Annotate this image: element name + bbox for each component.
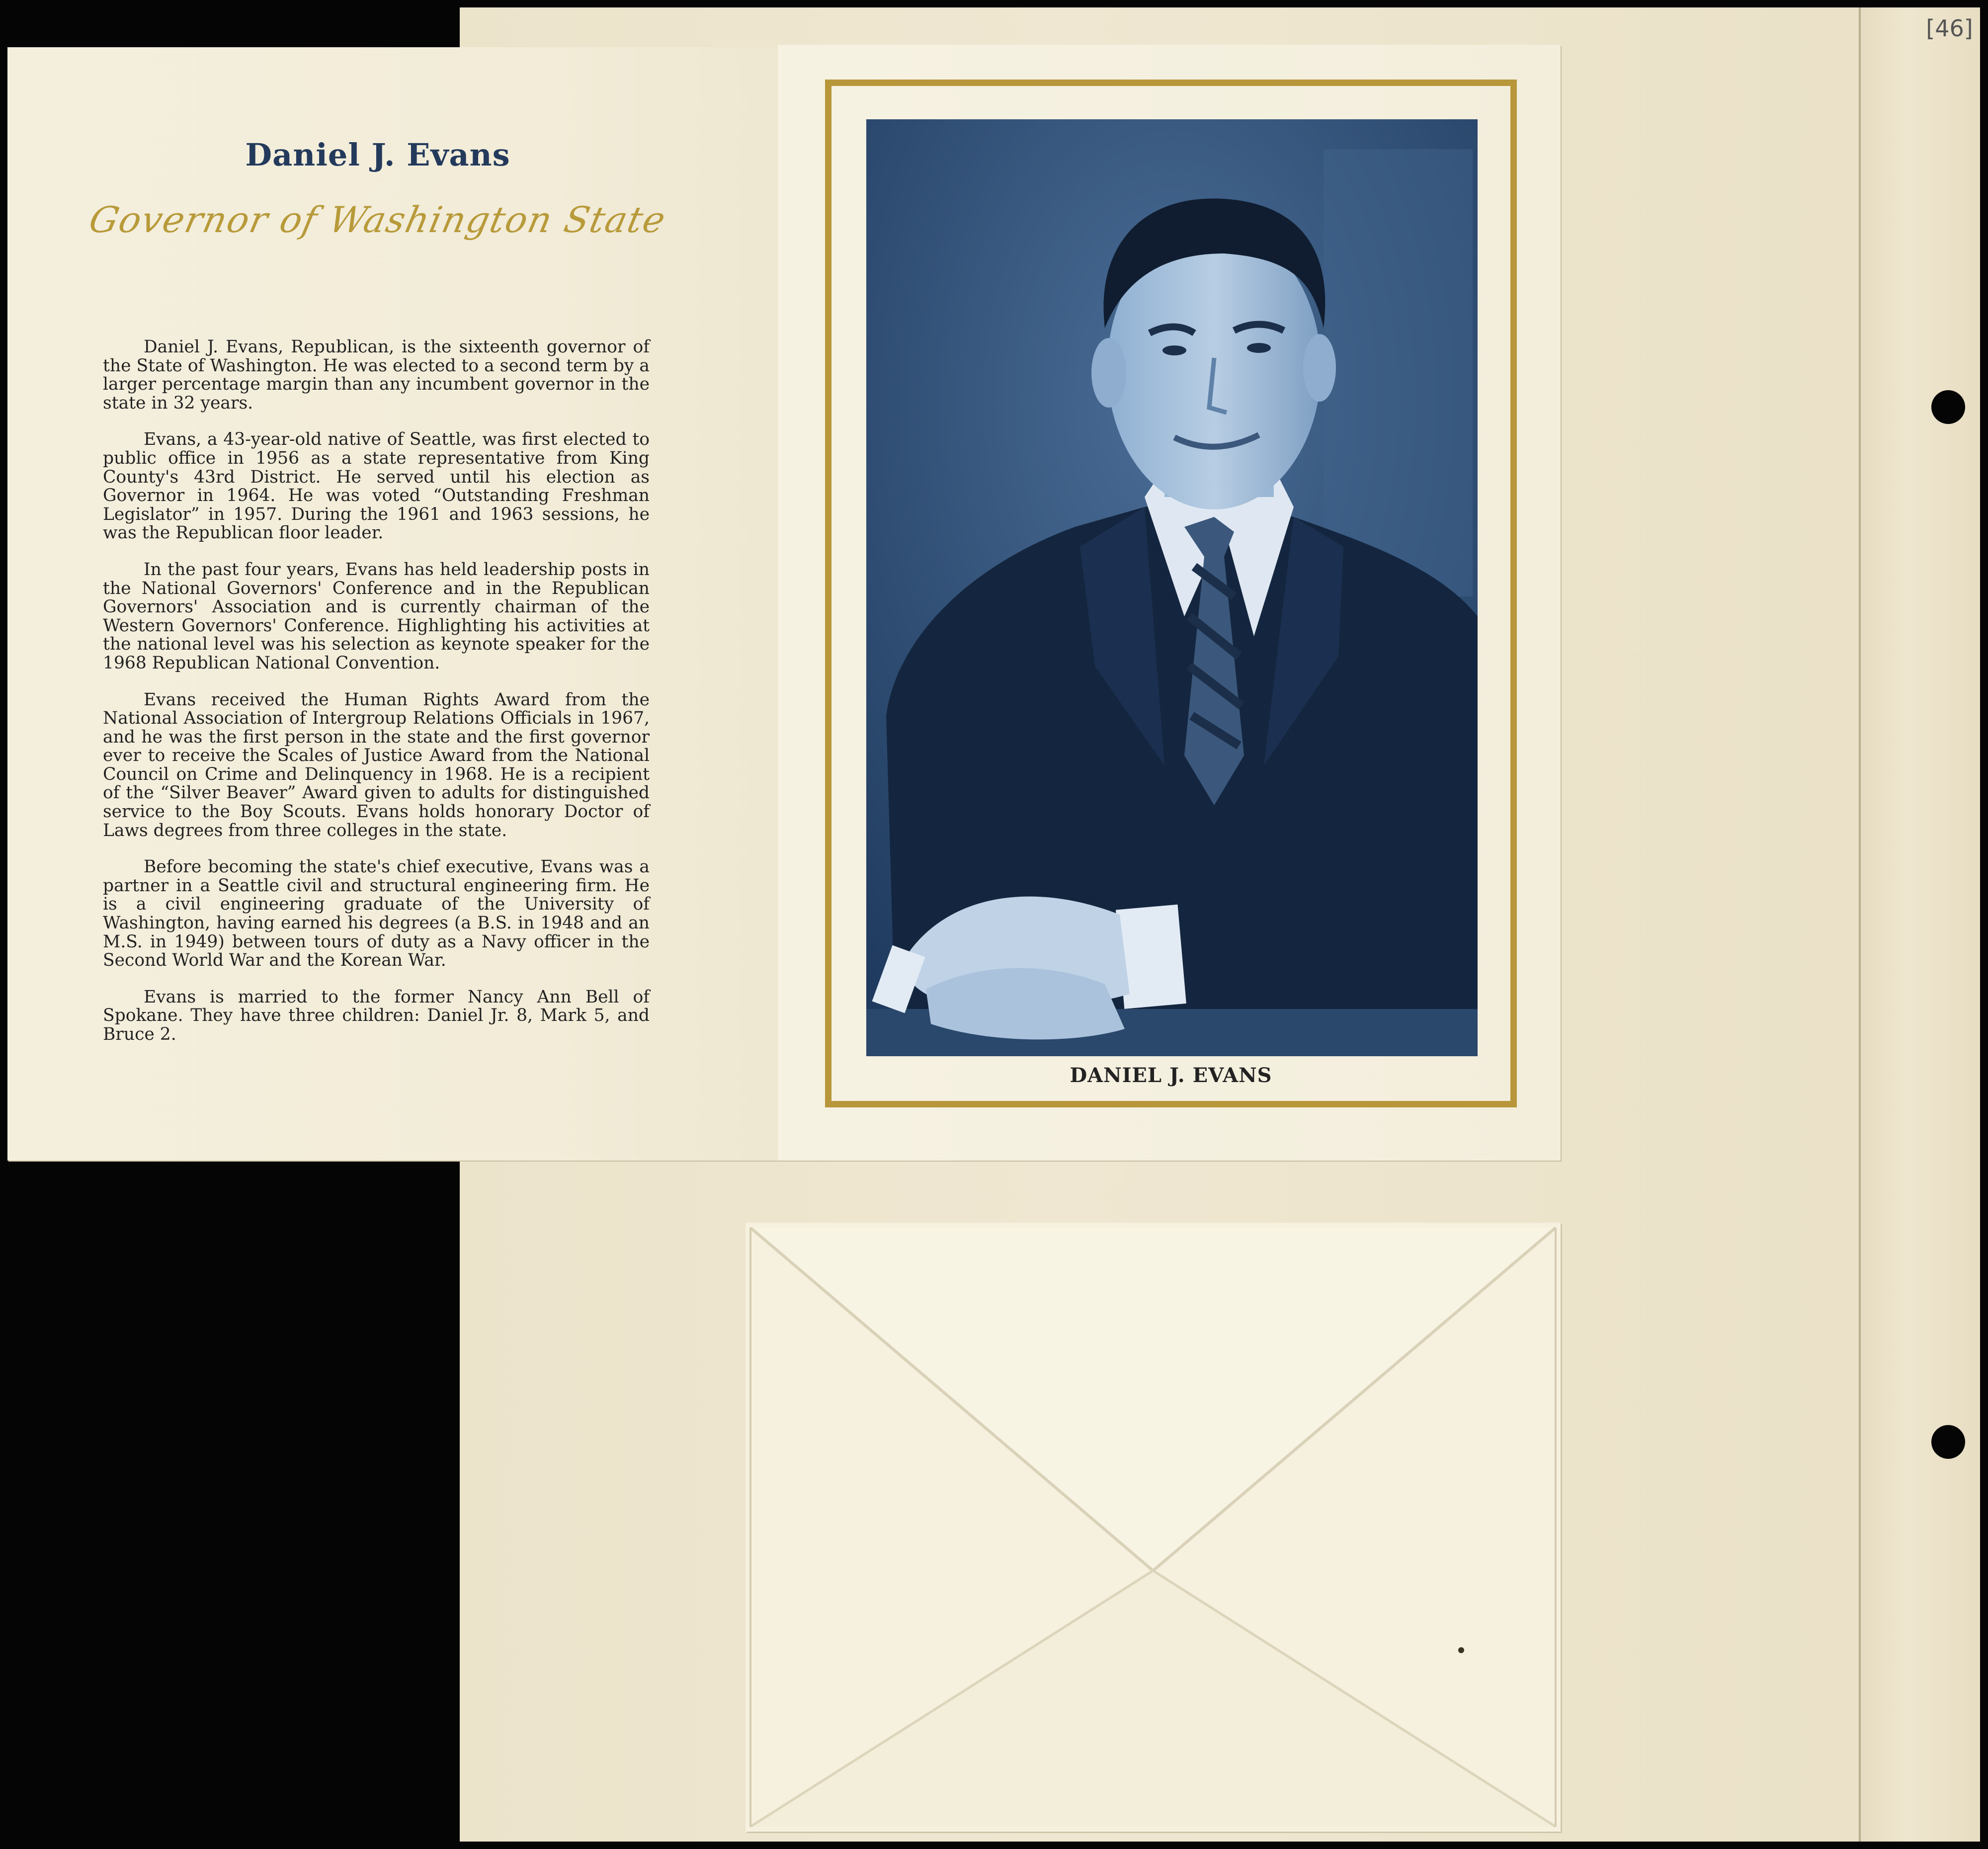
portrait-caption: DANIEL J. EVANS bbox=[1070, 1064, 1272, 1087]
binder-hole-top bbox=[1931, 390, 1965, 424]
bio-title: Daniel J. Evans bbox=[245, 137, 510, 173]
page-number: [46] bbox=[1926, 15, 1973, 42]
envelope bbox=[746, 1223, 1561, 1832]
portrait-photo bbox=[866, 119, 1478, 1056]
bio-subtitle: Governor of Washington State bbox=[85, 199, 670, 241]
bio-paragraph: In the past four years, Evans has held leadership posts in the National Governors' Conference and in the Republican Governors' Association and is currently chairman of the Western Governors' Conference. Highlighting his activities at the national level was his selection as keynote speaker for the 1968 Republican National Convention. bbox=[103, 559, 650, 673]
bio-paragraph: Evans received the Human Rights Award from the National Association of Intergroup Relations Officials in 1967, and he was the first person in the state and the first governor ever to receive the Scales of Justice Award from the National Council on Crime and Delinquency in 1968. He is a recipient of the “Silver Beaver” Award given to adults for distinguished service to the Boy Scouts. Evans holds honorary Doctor of Laws degrees from three colleges in the state. bbox=[103, 689, 650, 840]
binder-hole-bottom bbox=[1931, 1425, 1965, 1459]
bio-paragraph: Before becoming the state's chief executive, Evans was a partner in a Seattle civil and structural engineering firm. He is a civil engineering graduate of the University of Washington, having earned his degrees (a B.S. in 1948 and an M.S. in 1949) between tours of duty as a Navy officer in the Second World War and the Korean War. bbox=[103, 857, 650, 971]
binding-strip bbox=[1859, 7, 1980, 1842]
bio-paragraph: Daniel J. Evans, Republican, is the sixteenth governor of the State of Washington. He was elected to a second term by a larger percentage margin than any incumbent governor in the state in 32 years. bbox=[103, 337, 650, 413]
bio-paragraph: Evans is married to the former Nancy Ann Bell of Spokane. They have three children: Daniel Jr. 8, Mark 5, and Bruce 2. bbox=[103, 987, 650, 1044]
bio-paragraph: Evans, a 43-year-old native of Seattle, was first elected to public office in 1956 as a state representative from King County's 43rd District. He served until his election as Governor in 1964. He was voted “Outstanding Freshman Legislator” in 1957. During the 1961 and 1963 sessions, he was the Republican floor leader. bbox=[103, 429, 650, 543]
bio-body bbox=[103, 338, 650, 1062]
